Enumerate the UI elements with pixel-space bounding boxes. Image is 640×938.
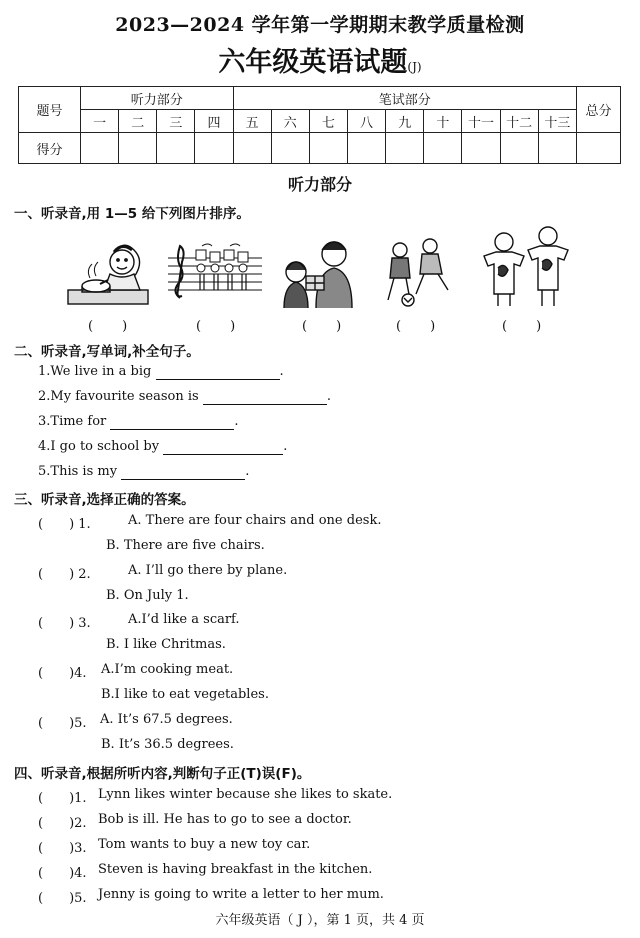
- option-a: A.I’m cooking meat.: [101, 662, 234, 677]
- option-a: A. I’ll go there by plane.: [128, 563, 288, 578]
- score-cell: [81, 133, 119, 164]
- question-number: 九: [386, 110, 424, 133]
- part2-instruction: 二、听录音,写单词,补全句子。: [14, 344, 200, 360]
- answer-blank[interactable]: [163, 439, 283, 455]
- score-cell: [309, 133, 347, 164]
- fill-blank-item: 2.My favourite season is .: [38, 389, 331, 404]
- score-cell: [195, 133, 233, 164]
- answer-blank[interactable]: [110, 414, 234, 430]
- edition-mark: (J): [407, 60, 422, 74]
- statement-text: Bob is ill. He has to go to see a doctor.: [98, 812, 352, 827]
- boys-football-image: [382, 236, 454, 308]
- part1-instruction: 一、听录音,用 1—5 给下列图片排序。: [14, 206, 250, 222]
- fill-blank-item: 1.We live in a big .: [38, 364, 284, 379]
- picture-order-paren: ( ): [502, 319, 543, 334]
- option-b: B. On July 1.: [106, 588, 189, 603]
- score-cell: [157, 133, 195, 164]
- score-cell: [462, 133, 500, 164]
- score-cell: [500, 133, 538, 164]
- answer-bracket[interactable]: ( )3.: [38, 841, 87, 856]
- score-cell: [386, 133, 424, 164]
- cooking-woman-image: [64, 234, 156, 312]
- school-year-header: 2023—2024 学年第一学期期末教学质量检测: [115, 14, 525, 36]
- music-notes-image: [166, 240, 264, 302]
- picture-order-paren: ( ): [196, 319, 237, 334]
- question-number: 一: [81, 110, 119, 133]
- option-b: B. It’s 36.5 degrees.: [101, 737, 234, 752]
- picture-order-paren: ( ): [396, 319, 437, 334]
- option-a: A.I’d like a scarf.: [128, 612, 240, 627]
- question-number: 五: [233, 110, 271, 133]
- statement-text: Tom wants to buy a new toy car.: [98, 837, 311, 852]
- answer-bracket[interactable]: ( ) 1.: [38, 517, 91, 532]
- question-number: 十一: [462, 110, 500, 133]
- option-b: B. I like Chritmas.: [106, 637, 226, 652]
- total-header: 总分: [577, 87, 621, 133]
- score-total-cell: [577, 133, 621, 164]
- score-cell: [538, 133, 576, 164]
- answer-bracket[interactable]: ( )4.: [38, 866, 87, 881]
- question-number: 十三: [538, 110, 576, 133]
- answer-bracket[interactable]: ( )5.: [38, 891, 87, 906]
- answer-bracket[interactable]: ( )5.: [38, 716, 87, 731]
- written-group-header: 笔试部分: [233, 87, 576, 110]
- answer-bracket[interactable]: ( )4.: [38, 666, 87, 681]
- score-table: [18, 86, 621, 164]
- fill-blank-item: 4.I go to school by .: [38, 439, 288, 454]
- score-cell: [271, 133, 309, 164]
- answer-blank[interactable]: [121, 464, 245, 480]
- question-number: 十二: [500, 110, 538, 133]
- picture-order-paren: ( ): [302, 319, 343, 334]
- question-number: 二: [119, 110, 157, 133]
- listening-section-heading: 听力部分: [287, 175, 352, 194]
- question-number: 十: [424, 110, 462, 133]
- option-b: B.I like to eat vegetables.: [101, 687, 269, 702]
- answer-bracket[interactable]: ( )1.: [38, 791, 87, 806]
- title-text: 六年级英语试题: [218, 47, 408, 78]
- fill-blank-item: 3.Time for .: [38, 414, 239, 429]
- part4-instruction: 四、听录音,根据所听内容,判断句子正(T)误(F)。: [14, 766, 311, 782]
- page-footer: 六年级英语（ J ），第 1 页，共 4 页: [215, 913, 425, 928]
- answer-blank[interactable]: [156, 364, 280, 380]
- listening-group-header: 听力部分: [81, 87, 234, 110]
- answer-blank[interactable]: [203, 389, 327, 405]
- row-label-question: 题号: [19, 87, 81, 133]
- option-a: A. It’s 67.5 degrees.: [100, 712, 233, 727]
- question-number: 六: [271, 110, 309, 133]
- statement-text: Lynn likes winter because she likes to skate.: [98, 787, 393, 802]
- answer-bracket[interactable]: ( ) 2.: [38, 567, 91, 582]
- two-boys-tshirts-image: [476, 224, 576, 308]
- part3-instruction: 三、听录音,选择正确的答案。: [14, 492, 195, 508]
- answer-bracket[interactable]: ( )2.: [38, 816, 87, 831]
- option-b: B. There are five chairs.: [106, 538, 265, 553]
- row-label-score: 得分: [19, 133, 81, 164]
- statement-text: Steven is having breakfast in the kitchen.: [98, 862, 373, 877]
- fill-blank-item: 5.This is my .: [38, 464, 250, 479]
- question-number: 七: [309, 110, 347, 133]
- answer-bracket[interactable]: ( ) 3.: [38, 616, 91, 631]
- statement-text: Jenny is going to write a letter to her mum.: [98, 887, 384, 902]
- score-cell: [424, 133, 462, 164]
- option-a: A. There are four chairs and one desk.: [128, 513, 382, 528]
- score-cell: [347, 133, 385, 164]
- score-cell: [233, 133, 271, 164]
- question-number: 三: [157, 110, 195, 133]
- exam-title: [0, 40, 640, 79]
- gift-exchange-image: [276, 236, 362, 310]
- question-number: 四: [195, 110, 233, 133]
- score-cell: [119, 133, 157, 164]
- picture-order-paren: ( ): [88, 319, 129, 334]
- question-number: 八: [347, 110, 385, 133]
